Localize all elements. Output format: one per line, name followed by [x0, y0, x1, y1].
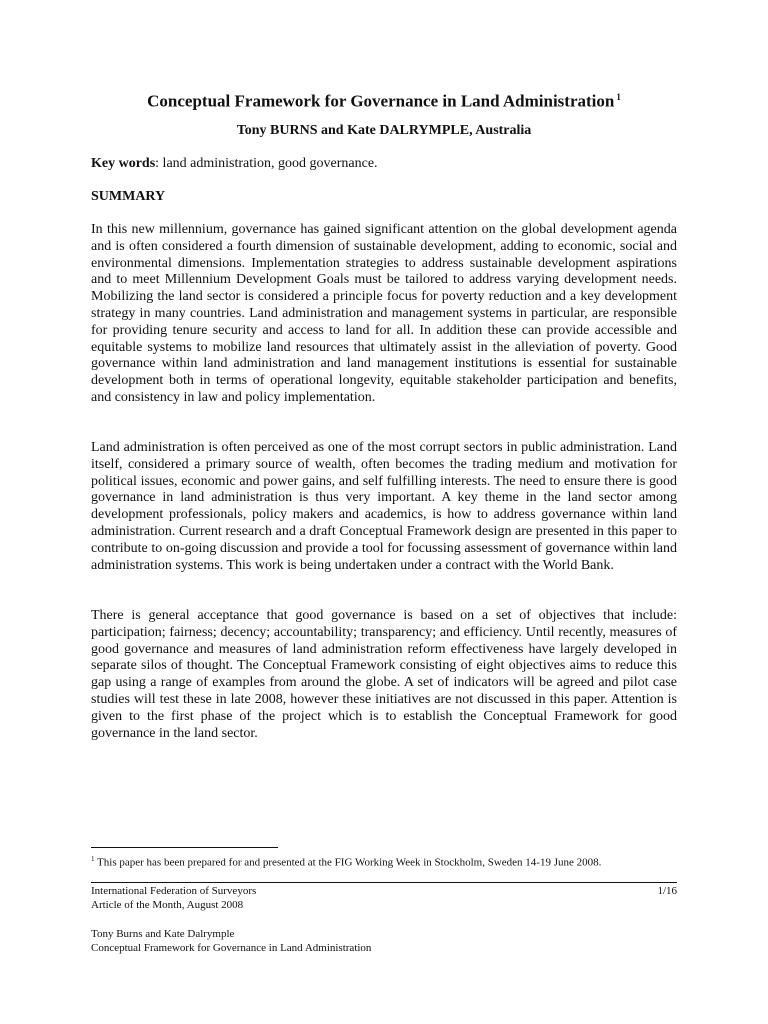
keywords-text: : land administration, good governance.	[155, 156, 378, 171]
footnote-marker: 1	[91, 855, 95, 863]
footer-authors-line: Tony Burns and Kate Dalrymple	[91, 928, 235, 940]
keywords-line	[91, 154, 677, 174]
footnote	[91, 852, 677, 870]
footer-divider	[91, 882, 677, 883]
footer-title-line: Conceptual Framework for Governance in Land Administration	[91, 942, 372, 954]
paper-authors: Tony BURNS and Kate DALRYMPLE, Australia	[236, 123, 532, 138]
summary-paragraph-1: In this new millennium, governance has gained significant attention on the global development agenda and is often considered a fourth dimension of sustainable development, adding to economic, social and environmental dimensions. Implementation strategies to address sustainable development aspirations and to meet Millennium Development Goals must be tailored to address varying development needs. Mobilizing the land sector is considered a principle focus for poverty reduction and a key development strategy in many countries. Land administration and management systems in particular, are responsible for providing tenure security and access to land for all. In addition these can provide accessible and equitable systems to mobilize land resources that ultimately assist in the alleviation of poverty. Good governance within land administration and land management institutions is essential for sustainable development both in terms of operational longevity, equitable stakeholder participation and benefits, and consistency in law and policy implementation.	[91, 222, 677, 405]
paper-title-text: Conceptual Framework for Governance in Land Administration	[147, 91, 615, 111]
paper-title	[91, 85, 677, 114]
footnote-text: This paper has been prepared for and presented at the FIG Working Week in Stockholm, Sweden 14-19 June 2008.	[94, 856, 602, 869]
summary-paragraph-3: There is general acceptance that good governance is based on a set of objectives that include: participation; fairness; decency; accountability; transparency; and efficiency. Until recently, measures of good governance and measures of land administration reform effectiveness have largely developed in separate silos of thought. The Conceptual Framework consisting of eight objectives aims to reduce this gap using a range of examples from around the globe. A set of indicators will be agreed and pilot case studies will test these in late 2008, however these initiatives are not discussed in this paper. Attention is given to the first phase of the project which is to establish the Conceptual Framework for good governance in the land sector.	[91, 608, 677, 741]
footer-authors	[91, 927, 511, 955]
footnote-divider	[91, 847, 278, 848]
page-number: 1/16	[657, 885, 677, 897]
summary-heading: SUMMARY	[91, 189, 166, 204]
footer-article-line: Article of the Month, August 2008	[91, 899, 244, 911]
footer-publication	[91, 884, 511, 912]
summary-paragraph-2: Land administration is often perceived as one of the most corrupt sectors in public administration. Land itself, considered a primary source of wealth, often becomes the trading medium and motivation for political issues, economic and power gains, and self fulfilling interests. The need to ensure there is good governance in land administration is thus very important. A key theme in the land sector among development professionals, policy makers and academics, is how to address governance within land administration. Current research and a draft Conceptual Framework design are presented in this paper to contribute to on-going discussion and provide a tool for focussing assessment of governance within land administration systems. This work is being undertaken under a contract with the World Bank.	[91, 440, 677, 573]
keywords-label: Key words	[91, 156, 156, 171]
footer-organization: International Federation of Surveyors	[91, 885, 257, 897]
title-footnote-marker: 1	[616, 92, 621, 102]
